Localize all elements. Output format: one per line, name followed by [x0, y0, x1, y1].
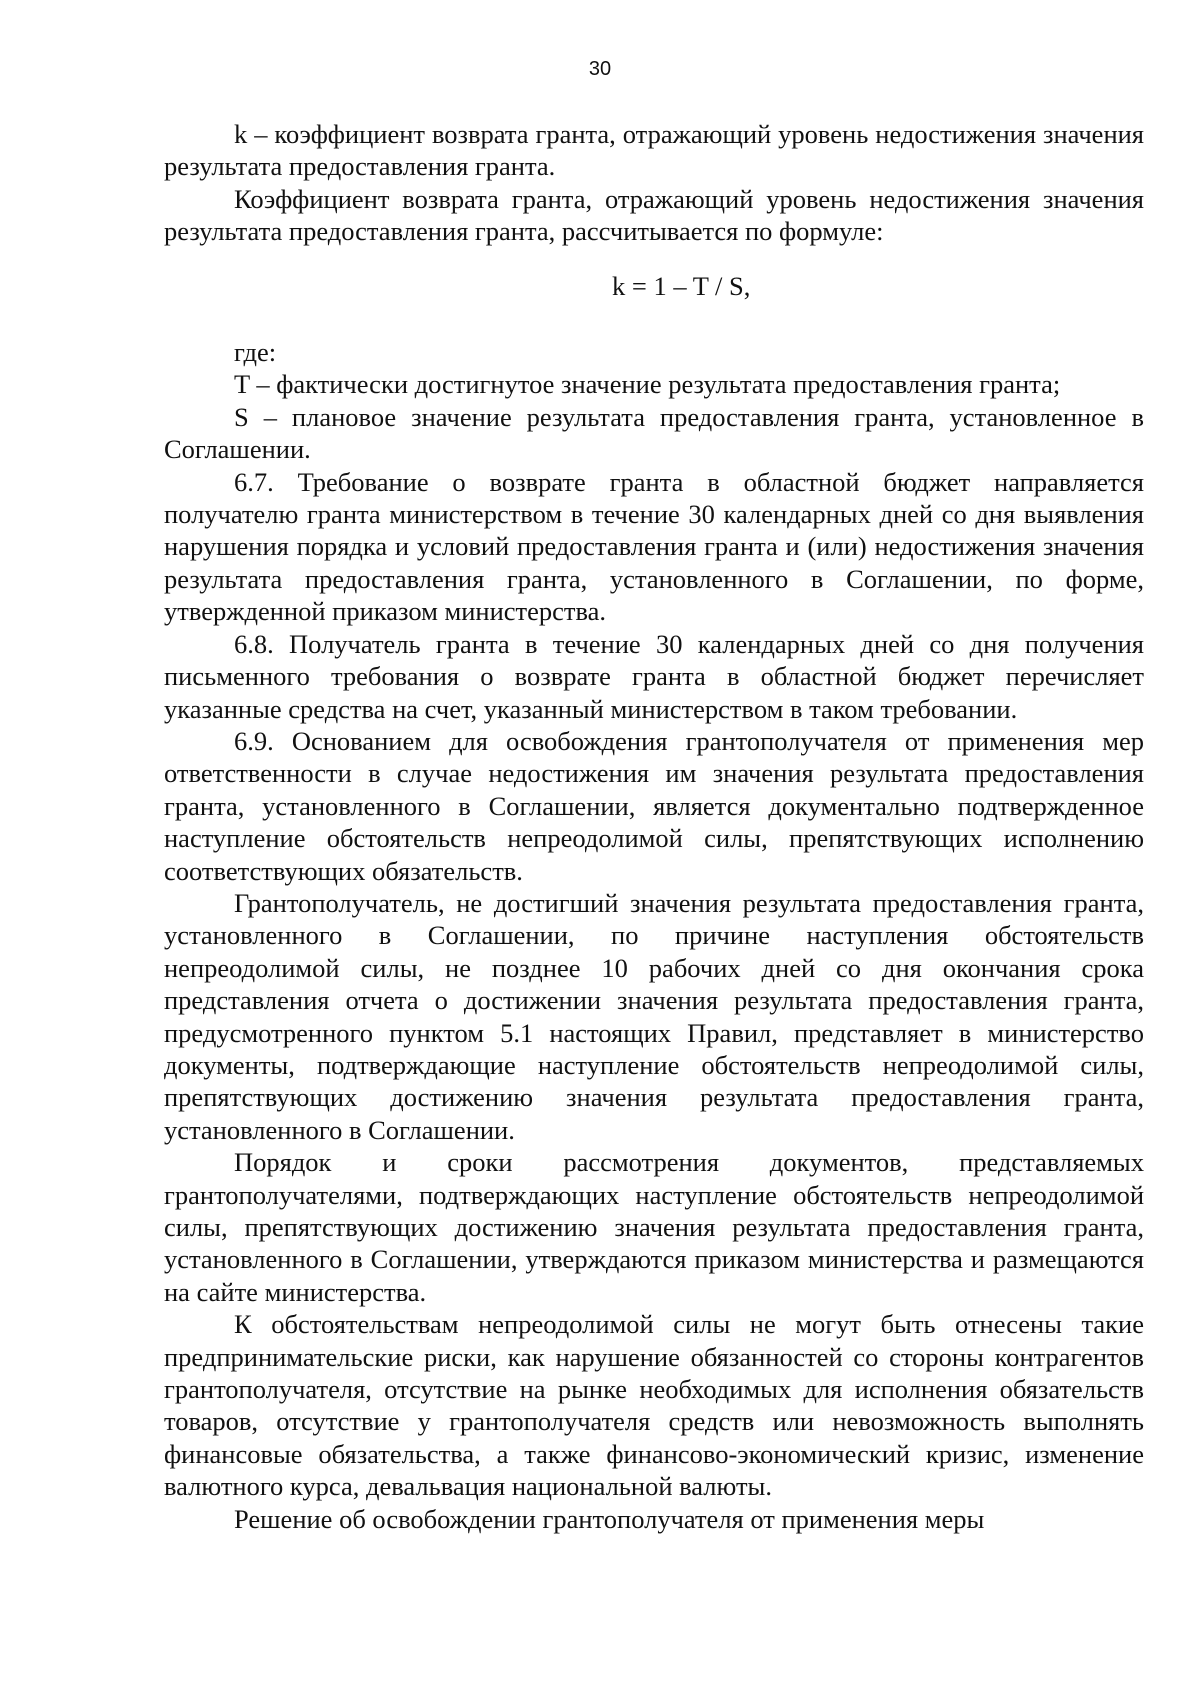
formula: k = 1 – T / S,	[612, 270, 751, 301]
paragraph-k-definition: k – коэффициент возврата гранта, отражающий уровень недостижения значения результата предоставления гранта.	[164, 119, 1144, 182]
paragraph-t-definition: T – фактически достигнутое значение результата предоставления гранта;	[234, 369, 1061, 400]
paragraph-6-9: 6.9. Основанием для освобождения грантополучателя от применения мер ответственности в случае недостижения им значения результата предоставления гранта, установленного в Соглашении, является документально подтвержденное наступление обстоятельств непреодолимой силы, препятствующих исполнению соответствующих обязательств.	[164, 725, 1144, 886]
paragraph-s-definition: S – плановое значение результата предоставления гранта, установленное в Соглашении.	[164, 401, 1144, 465]
paragraph-force-majeure-documents: Грантополучатель, не достигший значения результата предоставления гранта, установленного в Соглашении, по причине наступления обстоятельств непреодолимой силы, не позднее 10 рабочих дней со дня окончания срока представления отчета о достижении значения результата предоставления гранта, предусмотренного пунктом 5.1 настоящих Правил, представляет в министерство документы, подтверждающие наступление обстоятельств непреодолимой силы, препятствующих достижению значения результата предоставления гранта, установленного в Соглашении.	[164, 887, 1144, 1145]
paragraph-where: где:	[234, 337, 277, 368]
page-number: 30	[588, 58, 612, 80]
paragraph-business-risks: К обстоятельствам непреодолимой силы не могут быть отнесены такие предпринимательские риски, как нарушение обязанностей со стороны контрагентов грантополучателя, отсутствие на рынке необходимых для исполнения обязательств товаров, отсутствие у грантополучателя средств или невозможность выполнять финансовые обязательства, а также финансово-экономический кризис, изменение валютного курса, девальвация национальной валюты.	[164, 1309, 1144, 1502]
paragraph-coefficient-intro: Коэффициент возврата гранта, отражающий уровень недостижения значения результата предоставления гранта, рассчитывается по формуле:	[164, 183, 1144, 247]
paragraph-6-7: 6.7. Требование о возврате гранта в областной бюджет направляется получателю гранта министерством в течение 30 календарных дней со дня выявления нарушения порядка и условий предоставления гранта и (или) недостижения значения результата предоставления гранта, установленного в Соглашении, по форме, утвержденной приказом министерства.	[164, 466, 1144, 627]
document-body	[164, 118, 1144, 1535]
paragraph-exemption-decision: Решение об освобождении грантополучателя от применения меры	[234, 1503, 985, 1534]
paragraph-review-procedure: Порядок и сроки рассмотрения документов, представляемых грантополучателями, подтверждающих наступление обстоятельств непреодолимой силы, препятствующих достижению значения результата предоставления гранта, установленного в Соглашении, утверждаются приказом министерства и размещаются на сайте министерства.	[164, 1147, 1144, 1307]
paragraph-6-8: 6.8. Получатель гранта в течение 30 календарных дней со дня получения письменного требования о возврате гранта в областной бюджет перечисляет указанные средства на счет, указанный министерством в таком требовании.	[164, 628, 1144, 724]
